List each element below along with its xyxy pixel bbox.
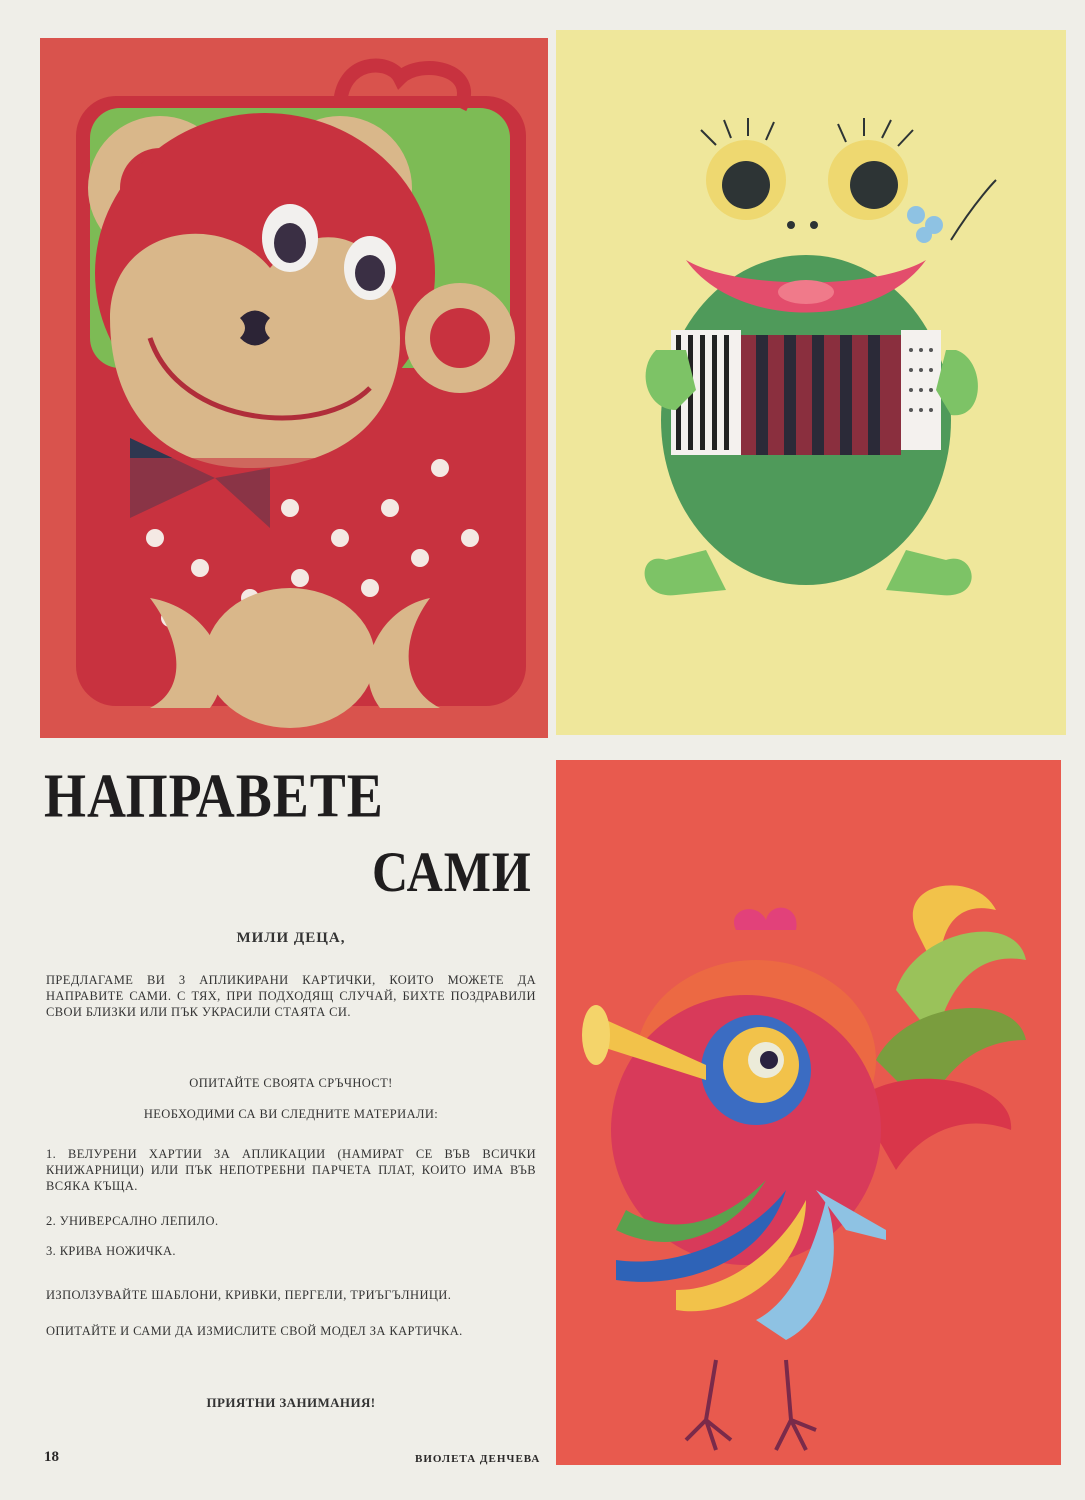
try-skill-line: ОПИТАЙТЕ СВОЯТА СРЪЧНОСТ! (189, 1076, 393, 1090)
materials-heading: НЕОБХОДИМИ СА ВИ СЛЕДНИТЕ МАТЕРИАЛИ: (143, 1107, 439, 1121)
material-item-2: 2. УНИВЕРСАЛНО ЛЕПИЛО. (46, 1214, 219, 1228)
heading-line-1: НАПРАВЕТЕ (44, 761, 384, 831)
tools-tip: ИЗПОЛЗУВАЙТЕ ШАБЛОНИ, КРИВКИ, ПЕРГЕЛИ, ТРИЪГЪЛНИЦИ. (46, 1288, 452, 1302)
bird-card (556, 760, 1061, 1465)
monkey-card (40, 38, 548, 738)
intro-paragraph: ПРЕДЛАГАМЕ ВИ 3 АПЛИКИРАНИ КАРТИЧКИ, КОИТО МОЖЕТЕ ДА НАПРАВИТЕ САМИ. С ТЯХ, ПРИ ПОДХОДЯЩ СЛУЧАЙ, БИХТЕ ПОЗДРАВИЛИ СВОИ БЛИЗКИ ИЛИ ПЪК УКРАСИЛИ СТАЯТА СИ. (46, 973, 536, 1019)
author-name: ВИОЛЕТА ДЕНЧЕВА (415, 1453, 541, 1465)
greeting: МИЛИ ДЕЦА, (236, 930, 346, 946)
frog-card (556, 30, 1066, 735)
page-number: 18 (44, 1449, 59, 1465)
own-model-tip: ОПИТАЙТЕ И САМИ ДА ИЗМИСЛИТЕ СВОЙ МОДЕЛ ЗА КАРТИЧКА. (46, 1324, 463, 1338)
heading-line-2: САМИ (372, 839, 532, 904)
material-item-3: 3. КРИВА НОЖИЧКА. (46, 1244, 176, 1258)
monkey-illustration (40, 38, 548, 738)
material-item-1: 1. ВЕЛУРЕНИ ХАРТИИ ЗА АПЛИКАЦИИ (НАМИРАТ СЕ ВЪВ ВСИЧКИ КНИЖАРНИЦИ) ИЛИ ПЪК НЕПОТРЕБНИ ПАРЧЕТА ПЛАТ, КОИТО ИМА ВЪВ ВСЯКА КЪЩА. (46, 1147, 536, 1193)
bird-illustration (556, 760, 1061, 1465)
frog-illustration (556, 30, 1066, 735)
closing-line: ПРИЯТНИ ЗАНИМАНИЯ! (206, 1395, 376, 1410)
